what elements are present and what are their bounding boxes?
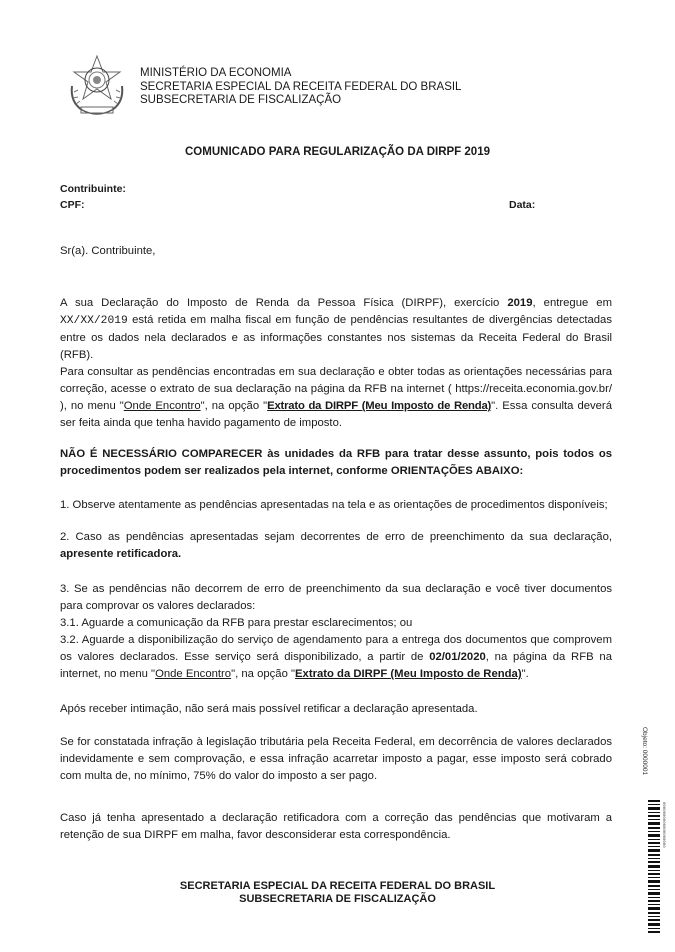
p3-text: às unidades da RFB para tratar desse assunto, pois todos os procedimentos podem ser realizados pela internet, conforme ORIENTAÇÕES ABAIXO:: [60, 448, 612, 477]
orientation-item-3: 3. Se as pendências não decorrem de erro de preenchimento da sua declaração e você tiver documentos para comprovar os valores declarados:: [60, 583, 612, 612]
orientation-item-2: [60, 529, 612, 563]
orientation-item-3-2: [60, 632, 612, 683]
p2-text-a: Para consultar as pendências encontradas em sua declaração e obter todas as orientações necessárias para correção, acesse o extrato de sua declaração na página da RFB na internet ( https://receita.economia.gov.br/ ), no menu ": [60, 366, 612, 412]
p1-text-a: A sua Declaração do Imposto de Renda da Pessoa Física (DIRPF), exercício: [60, 297, 508, 309]
contribuinte-label: Contribuinte:: [60, 183, 126, 195]
item3-2-text-a: 3.2. Aguarde a disponibilização do serviço de agendamento para a entrega dos documentos que comprovem os valores declarados. Esse serviço será disponibilizado, a partir de: [60, 634, 612, 663]
p1-date: XX/XX/2019: [60, 315, 128, 327]
paragraph-infracao: Se for constatada infração à legislação tributária pela Receita Federal, em decorrência de valores declarados indevidamente e sem comprovação, e essa infração acarretar imposto a pagar, esse imposto será cobrado com multa de, no mínimo, 75% do valor do imposto a ser pago.: [60, 736, 612, 782]
paragraph-nao-necessario: [60, 446, 612, 480]
footer-secretariat: SECRETARIA ESPECIAL DA RECEITA FEDERAL DO BRASIL: [179, 880, 496, 892]
paragraph-consulta: [60, 364, 612, 432]
item3-2-date: 02/01/2020: [429, 651, 486, 663]
paragraph-retificadora: Caso já tenha apresentado a declaração retificadora com a correção das pendências que motivaram a retenção de sua DIRPF em malha, favor desconsiderar esta correspondência.: [60, 812, 612, 841]
item3-2-option-link[interactable]: Extrato da DIRPF (Meu Imposto de Renda): [295, 668, 522, 680]
header-subsecretariat: SUBSECRETARIA DE FISCALIZAÇÃO: [140, 94, 342, 106]
item3-2-text-d: ".: [521, 668, 529, 680]
p1-text-b: , entregue em: [532, 297, 612, 309]
item3-2-menu-link[interactable]: Onde Encontro: [155, 668, 232, 680]
cpf-label: CPF:: [60, 199, 85, 211]
header-secretariat: SECRETARIA ESPECIAL DA RECEITA FEDERAL DO BRASIL: [140, 80, 462, 93]
date-label: Data:: [509, 199, 536, 211]
paragraph-intimacao: Após receber intimação, não será mais possível retificar a declaração apresentada.: [60, 703, 478, 715]
greeting: Sr(a). Contribuinte,: [60, 245, 156, 257]
coat-of-arms-seal-icon: [64, 52, 130, 118]
p3-emphasis: NÃO É NECESSÁRIO COMPARECER: [60, 448, 263, 460]
p2-menu-link[interactable]: Onde Encontro: [123, 400, 201, 412]
barcode-digits: 0000000000000000000: [661, 802, 665, 848]
item3-2-text-b: , na página da RFB na internet, no menu ": [60, 651, 612, 680]
orientation-item-1: 1. Observe atentamente as pendências apresentadas na tela e as orientações de procedimentos disponíveis;: [60, 499, 608, 511]
p1-text-c: está retida em malha fiscal em função de pendências resultantes de divergências detectadas entre os dados nela declarados e as informações constantes nos sistemas da Receita Federal do Brasil (RFB).: [60, 314, 612, 361]
item2-text: 2. Caso as pendências apresentadas sejam decorrentes de erro de preenchimento da sua declaração,: [60, 531, 612, 543]
footer: [0, 880, 675, 905]
p2-text-b: ", na opção ": [200, 400, 268, 412]
p1-year: 2019: [507, 297, 533, 309]
header: [140, 67, 461, 108]
object-code: Objeto: 0000001: [641, 727, 648, 776]
item3-2-text-c: ", na opção ": [231, 668, 295, 680]
header-ministry: MINISTÉRIO DA ECONOMIA: [140, 67, 292, 79]
paragraph-malha: [60, 295, 612, 364]
footer-subsecretariat: SUBSECRETARIA DE FISCALIZAÇÃO: [239, 892, 436, 905]
document-title: COMUNICADO PARA REGULARIZAÇÃO DA DIRPF 2019: [185, 146, 490, 158]
barcode-icon: [648, 800, 666, 935]
item2-emphasis: apresente retificadora.: [60, 548, 182, 560]
p2-text-c: ". Essa consulta deverá ser feita ainda que tenha havido pagamento de imposto.: [60, 400, 612, 429]
p2-option-link[interactable]: Extrato da DIRPF (Meu Imposto de Renda): [267, 400, 492, 412]
orientation-item-3-1: 3.1. Aguarde a comunicação da RFB para prestar esclarecimentos; ou: [60, 617, 413, 629]
